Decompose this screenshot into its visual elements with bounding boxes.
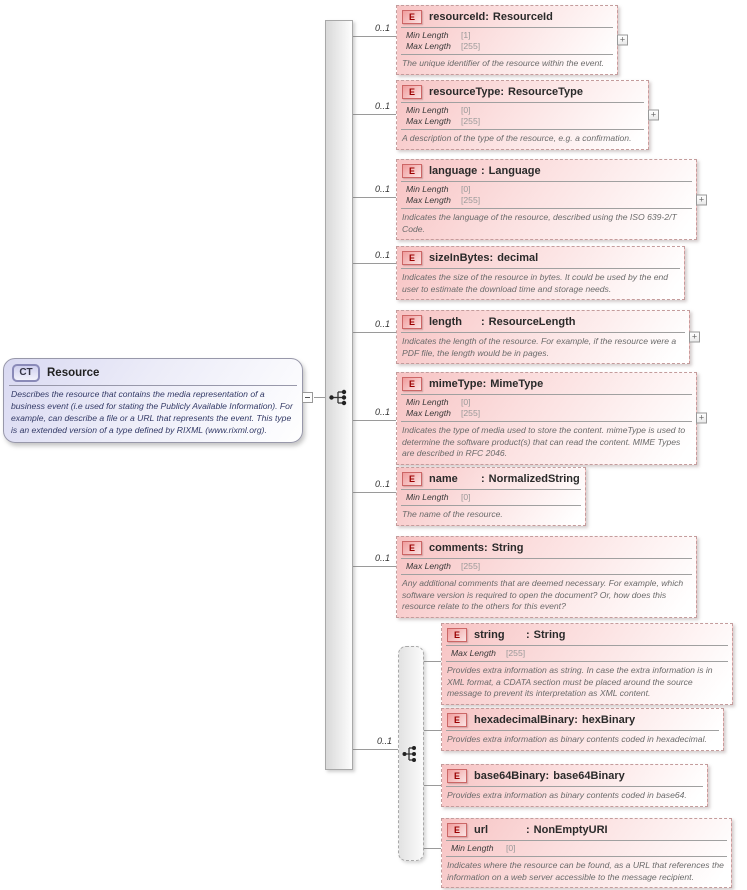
connector-line [353,492,396,493]
element-box-comments[interactable] [396,536,697,618]
element-annotation: Indicates the language of the resource, described using the ISO 639-2/T Code. [402,212,677,234]
element-annotation: Provides extra information as binary contents coded in hexadecimal. [447,734,707,744]
connector-line [353,420,396,421]
colon: : [526,629,530,641]
element-box-string[interactable] [441,623,733,705]
element-name: base64Binary [474,770,546,782]
element-box-sizeInBytes[interactable] [396,246,685,300]
facet-list: Min Length [0] Max Length [255] [401,102,644,130]
element-type: ResourceId [492,11,553,23]
element-name: sizeInBytes [429,252,490,264]
element-type: String [533,629,566,641]
element-header [442,624,732,645]
element-name: url [474,824,489,836]
element-type: NonEmptyURI [533,824,608,836]
element-icon: E [447,769,467,783]
connector-line [353,263,396,264]
element-type: hexBinary [581,714,636,726]
colon: : [481,473,485,485]
element-box-mimeType[interactable] [396,372,705,465]
facet-list: Min Length [1] Max Length [255] [401,27,613,55]
connector-line [423,848,441,849]
element-header [397,537,696,558]
element-annotation: A description of the type of the resource, e.g. a confirmation. [402,133,632,143]
expand-button[interactable]: + [648,109,659,120]
element-name: mimeType [429,378,483,390]
colon: : [545,770,550,782]
colon: : [574,714,578,726]
facet-list: Max Length [255] [401,558,692,575]
collapse-button[interactable] [302,392,313,403]
element-header [442,819,731,840]
element-header [397,247,684,268]
element-type: decimal [497,252,539,264]
element-name: comments [429,542,485,554]
element-type: Language [488,165,541,177]
element-type: String [491,542,524,554]
facet-list: Min Length [0] [446,840,727,857]
element-name: hexadecimalBinary [474,714,575,726]
connector-line [423,730,441,731]
element-annotation: Indicates the type of media used to store the content. mimeType is used to determine the software product(s) that can read the content. MIME Types are described in RFC 2046. [402,425,686,459]
element-annotation: Indicates the length of the resource. For example, if the resource were a PDF file, the length would be in pages. [402,336,677,358]
complex-type-header [4,359,302,385]
connector-line [423,785,441,786]
element-box-hexadecimalBinary[interactable] [441,708,724,751]
cardinality-label: 0..1 [374,553,390,563]
cardinality-label: 0..1 [376,736,392,746]
connector-line [314,397,325,398]
element-icon: E [402,472,422,486]
element-type: NormalizedString [488,473,580,485]
minus-icon [305,397,310,398]
element-header [397,468,585,489]
element-annotation: Provides extra information as string. In case the extra information is in XML format, a CDATA section must be placed around the source message to prevent its interpretation as XML content. [447,665,713,699]
element-header [397,373,696,394]
colon: : [485,11,489,23]
complex-type-resource[interactable] [3,358,303,443]
element-header [397,160,696,181]
connector-line [353,114,396,115]
complex-type-description: Describes the resource that contains the media representation of a business event (i.e used for stating the Publicly Available Information). For example, can describe a file or a URL that represents the event. This type is an extended version of a type defined by RIXML (www.rixml.org). [11,389,293,435]
element-box-resourceType[interactable] [396,80,657,150]
colon: : [526,824,530,836]
connector-line [423,661,441,662]
element-box-name[interactable] [396,467,586,526]
element-type: MimeType [490,378,544,390]
cardinality-label: 0..1 [374,101,390,111]
element-header [397,81,648,102]
connector-line [353,566,396,567]
element-annotation: The name of the resource. [402,509,503,519]
facet-list: Min Length [0] Max Length [255] [401,394,692,422]
element-icon: E [402,10,422,24]
cardinality-label: 0..1 [374,184,390,194]
element-icon: E [447,628,467,642]
connector-line [353,36,396,37]
element-type: base64Binary [553,770,625,782]
complex-type-title: Resource [47,367,100,379]
element-icon: E [402,164,422,178]
choice-icon [401,744,421,768]
element-annotation: The unique identifier of the resource within the event. [402,58,605,68]
complex-type-icon: CT [12,364,40,382]
element-box-resourceId[interactable] [396,5,626,75]
element-box-base64Binary[interactable] [441,764,708,807]
expand-button[interactable]: + [696,194,707,205]
connector-line [353,749,398,750]
element-name: length [429,316,462,328]
element-box-url[interactable] [441,818,732,888]
element-name: resourceType [429,86,501,98]
element-box-length[interactable] [396,310,698,364]
cardinality-label: 0..1 [374,250,390,260]
cardinality-label: 0..1 [374,479,390,489]
colon: : [484,542,488,554]
element-name: name [429,473,458,485]
element-type: ResourceType [508,86,583,98]
expand-button[interactable]: + [689,332,700,343]
colon: : [481,165,485,177]
cardinality-label: 0..1 [374,407,390,417]
element-annotation: Indicates where the resource can be found, as a URL that references the information on a web server accessible to the message recipient. [447,860,724,882]
cardinality-label: 0..1 [374,23,390,33]
element-annotation: Any additional comments that are deemed necessary. For example, which software version is required to open the document? Or, how does this resource relate to the others for this event? [402,578,684,612]
element-icon: E [402,251,422,265]
element-icon: E [447,823,467,837]
element-name: string [474,629,505,641]
cardinality-label: 0..1 [374,319,390,329]
colon: : [482,378,487,390]
colon: : [489,252,494,264]
element-icon: E [402,85,422,99]
element-annotation: Indicates the size of the resource in bytes. It could be used by the end user to estimate the download time and storage needs. [402,272,669,294]
facet-list: Min Length [0] Max Length [255] [401,181,692,209]
facet-list: Min Length [0] [401,489,581,506]
colon: : [481,316,485,328]
connector-line [353,332,396,333]
element-type: ResourceLength [488,316,576,328]
element-header [397,311,689,332]
element-icon: E [402,315,422,329]
sequence-icon [328,389,350,411]
element-header [397,6,617,27]
element-name: resourceId [429,11,486,23]
element-icon: E [402,541,422,555]
colon: : [500,86,504,98]
expand-button[interactable]: + [617,34,628,45]
element-name: language [429,165,478,177]
element-header [442,765,707,786]
element-icon: E [402,377,422,391]
connector-line [353,197,396,198]
expand-button[interactable]: + [696,413,707,424]
element-box-language[interactable] [396,159,705,240]
element-header [442,709,723,730]
element-icon: E [447,713,467,727]
element-annotation: Provides extra information as binary contents coded in base64. [447,790,687,800]
facet-list: Max Length [255] [446,645,728,662]
